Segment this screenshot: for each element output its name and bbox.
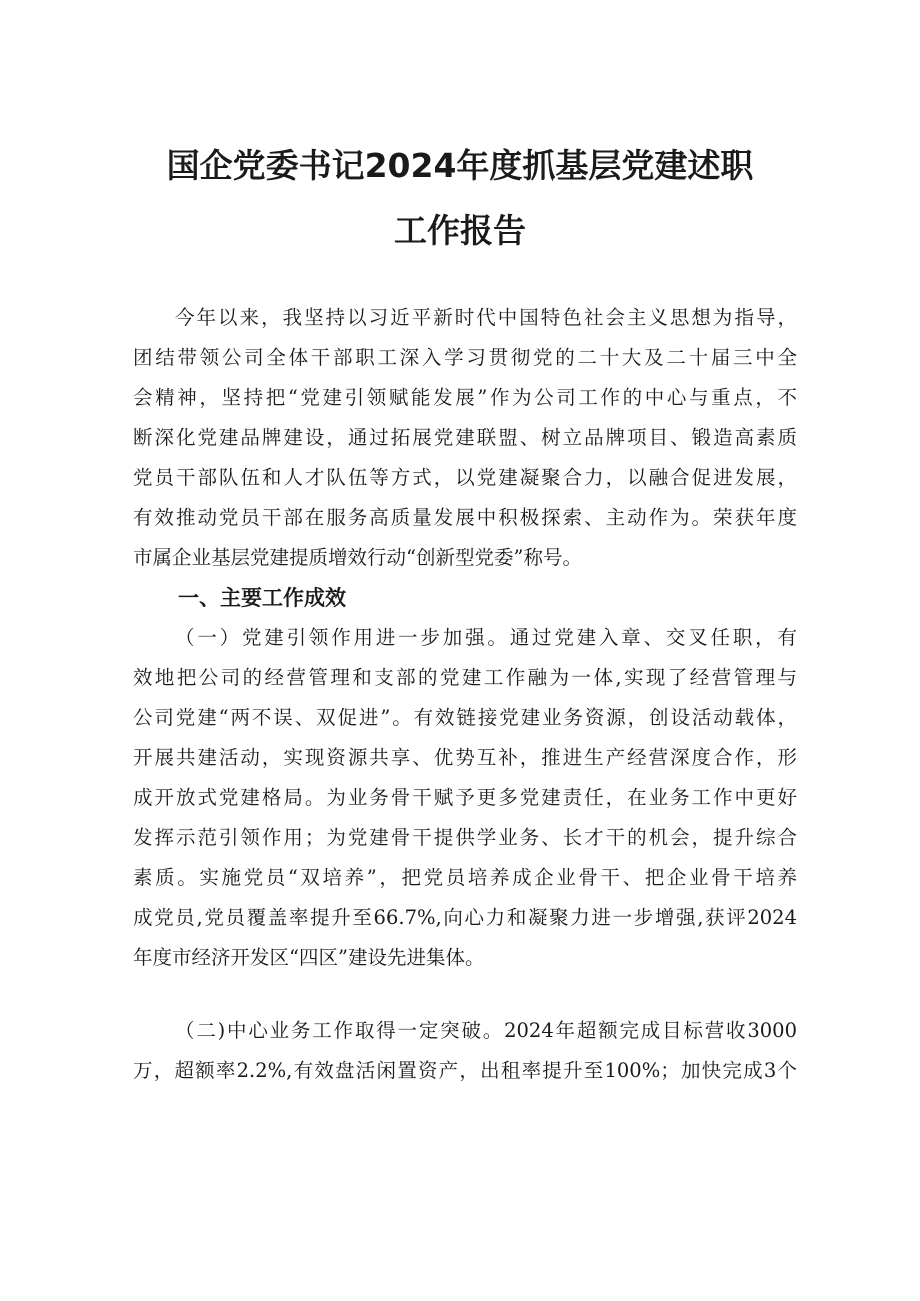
item1-line: 成党员,党员覆盖率提升至66.7%,向心力和凝聚力进一步增强,获评2024 <box>133 906 797 929</box>
intro-line: 团结带领公司全体干部职工深入学习贯彻党的二十大及二十届三中全 <box>133 346 797 369</box>
intro-line: 有效推动党员干部在服务高质量发展中积极探索、主动作为。荣获年度 <box>133 506 797 529</box>
intro-line: 今年以来，我坚持以习近平新时代中国特色社会主义思想为指导， <box>175 306 797 329</box>
item1-line: 开展共建活动，实现资源共享、优势互补，推进生产经营深度合作，形 <box>133 746 797 769</box>
intro-line: 会精神，坚持把“党建引领赋能发展”作为公司工作的中心与重点，不 <box>133 386 797 409</box>
item1-line: 效地把公司的经营管理和支部的党建工作融为一体,实现了经营管理与 <box>133 666 797 689</box>
document-title-line-1: 国企党委书记2024年度抓基层党建述职 <box>166 146 754 185</box>
item2-line: 万，超额率2.2%,有效盘活闲置资产，出租率提升至100%；加快完成3个 <box>133 1059 797 1082</box>
item1-line: （一）党建引领作用进一步加强。通过党建入章、交叉任职，有 <box>175 626 797 649</box>
section-heading: 一、主要工作成效 <box>178 586 346 610</box>
item1-line: 成开放式党建格局。为业务骨干赋予更多党建责任，在业务工作中更好 <box>133 786 797 809</box>
item1-line: 公司党建“两不误、双促进”。有效链接党建业务资源，创设活动载体， <box>133 706 797 729</box>
item1-line: 年度市经济开发区“四区”建设先进集体。 <box>133 946 485 969</box>
intro-line: 市属企业基层党建提质增效行动“创新型党委”称号。 <box>133 546 582 569</box>
item2-line: （二)中心业务工作取得一定突破。2024年超额完成目标营收3000 <box>175 1019 797 1042</box>
intro-line: 断深化党建品牌建设，通过拓展党建联盟、树立品牌项目、锻造高素质 <box>133 426 797 449</box>
item1-line: 素质。实施党员“双培养”，把党员培养成企业骨干、把企业骨干培养 <box>133 866 797 889</box>
document-title-line-2: 工作报告 <box>394 211 526 250</box>
item1-line: 发挥示范引领作用；为党建骨干提供学业务、长才干的机会，提升综合 <box>133 826 797 849</box>
intro-line: 党员干部队伍和人才队伍等方式，以党建凝聚合力，以融合促进发展， <box>133 466 797 489</box>
